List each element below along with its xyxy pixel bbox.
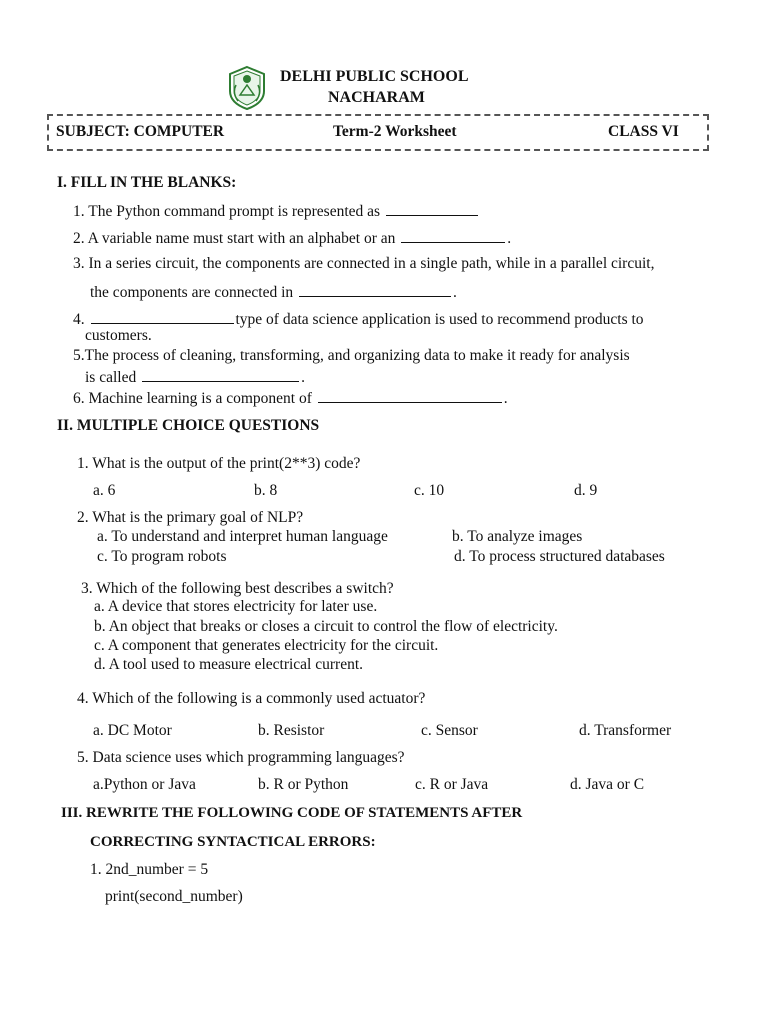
mcq-q3-option-b: b. An object that breaks or closes a circuit to control the flow of electricity.: [94, 618, 558, 635]
fib-q5-line1: 5.The process of cleaning, transforming, and organizing data to make it ready for analysis: [73, 347, 630, 364]
fib-q4-text: type of data science application is used to recommend products to: [235, 311, 644, 328]
period: .: [453, 284, 457, 301]
mcq-q2-option-c: c. To program robots: [97, 548, 227, 565]
mcq-q1-option-b: b. 8: [254, 482, 278, 499]
fib-q4-prefix: 4.: [73, 311, 85, 328]
mcq-q4-option-d: d. Transformer: [579, 722, 672, 739]
mcq-q3-option-d: d. A tool used to measure electrical current.: [94, 656, 364, 673]
dps-crest-icon: [224, 65, 270, 111]
mcq-q2-option-b: b. To analyze images: [452, 528, 583, 545]
section3-title-line2: CORRECTING SYNTACTICAL ERRORS:: [90, 834, 376, 850]
mcq-q1-option-c: c. 10: [414, 482, 445, 499]
code-line-2: print(second_number): [105, 888, 243, 905]
mcq-q1-option-d: d. 9: [574, 482, 598, 499]
answer-blank: [386, 201, 478, 216]
mcq-q1: 1. What is the output of the print(2**3) code?: [77, 455, 361, 472]
fib-question-2: [73, 228, 511, 248]
mcq-q5-option-d: d. Java or C: [570, 776, 645, 793]
fib-question-1: [73, 201, 480, 221]
mcq-q5: 5. Data science uses which programming languages?: [77, 749, 405, 766]
mcq-q3-option-c: c. A component that generates electricity for the circuit.: [94, 637, 439, 654]
fib-q3-line2: the components are connected in: [90, 284, 294, 301]
mcq-q2-option-d: d. To process structured databases: [454, 548, 665, 565]
answer-blank: [318, 388, 502, 403]
fib-q5-line2: is called: [85, 369, 137, 386]
mcq-q3-option-a: a. A device that stores electricity for later use.: [94, 598, 378, 615]
worksheet-label: Term-2 Worksheet: [333, 123, 457, 140]
subject-label: SUBJECT: COMPUTER: [56, 123, 225, 140]
answer-blank: [299, 282, 451, 297]
fib-q4-line2: customers.: [85, 327, 152, 344]
fib-q3-line1: 3. In a series circuit, the components are connected in a single path, while in a parallel circuit,: [73, 255, 655, 272]
mcq-q4: 4. Which of the following is a commonly used actuator?: [77, 690, 426, 707]
school-branch: NACHARAM: [328, 89, 425, 106]
mcq-q4-option-a: a. DC Motor: [93, 722, 172, 739]
mcq-q4-option-c: c. Sensor: [421, 722, 478, 739]
mcq-q3: 3. Which of the following best describes a switch?: [81, 580, 394, 597]
fib-question-6: [73, 388, 508, 408]
class-label: CLASS VI: [608, 123, 679, 140]
fib-question-4: [73, 309, 644, 329]
mcq-q5-option-c: c. R or Java: [415, 776, 489, 793]
answer-blank: [401, 228, 505, 243]
period: .: [503, 390, 508, 407]
section1-title: I. FILL IN THE BLANKS:: [57, 174, 237, 191]
mcq-q2: 2. What is the primary goal of NLP?: [77, 509, 304, 526]
mcq-q1-option-a: a. 6: [93, 482, 116, 499]
fib-q2-text: 2. A variable name must start with an alphabet or an: [73, 230, 396, 247]
answer-blank: [91, 309, 234, 324]
period: .: [507, 230, 512, 247]
fib-question-5-line2: [85, 367, 305, 387]
mcq-q2-option-a: a. To understand and interpret human language: [97, 528, 388, 545]
mcq-q5-option-b: b. R or Python: [258, 776, 349, 793]
fib-q1-text: 1. The Python command prompt is represented as: [73, 203, 381, 220]
section2-title: II. MULTIPLE CHOICE QUESTIONS: [57, 417, 320, 434]
code-line-1: 1. 2nd_number = 5: [90, 861, 209, 878]
period: .: [301, 369, 305, 386]
mcq-q4-option-b: b. Resistor: [258, 722, 325, 739]
section3-title-line1: III. REWRITE THE FOLLOWING CODE OF STATEMENTS AFTER: [61, 805, 523, 821]
answer-blank: [142, 367, 299, 382]
mcq-q5-option-a: a.Python or Java: [93, 776, 196, 793]
fib-question-3-line2: [90, 282, 457, 302]
fib-q6-text: 6. Machine learning is a component of: [73, 390, 312, 407]
school-name: DELHI PUBLIC SCHOOL: [280, 68, 469, 85]
